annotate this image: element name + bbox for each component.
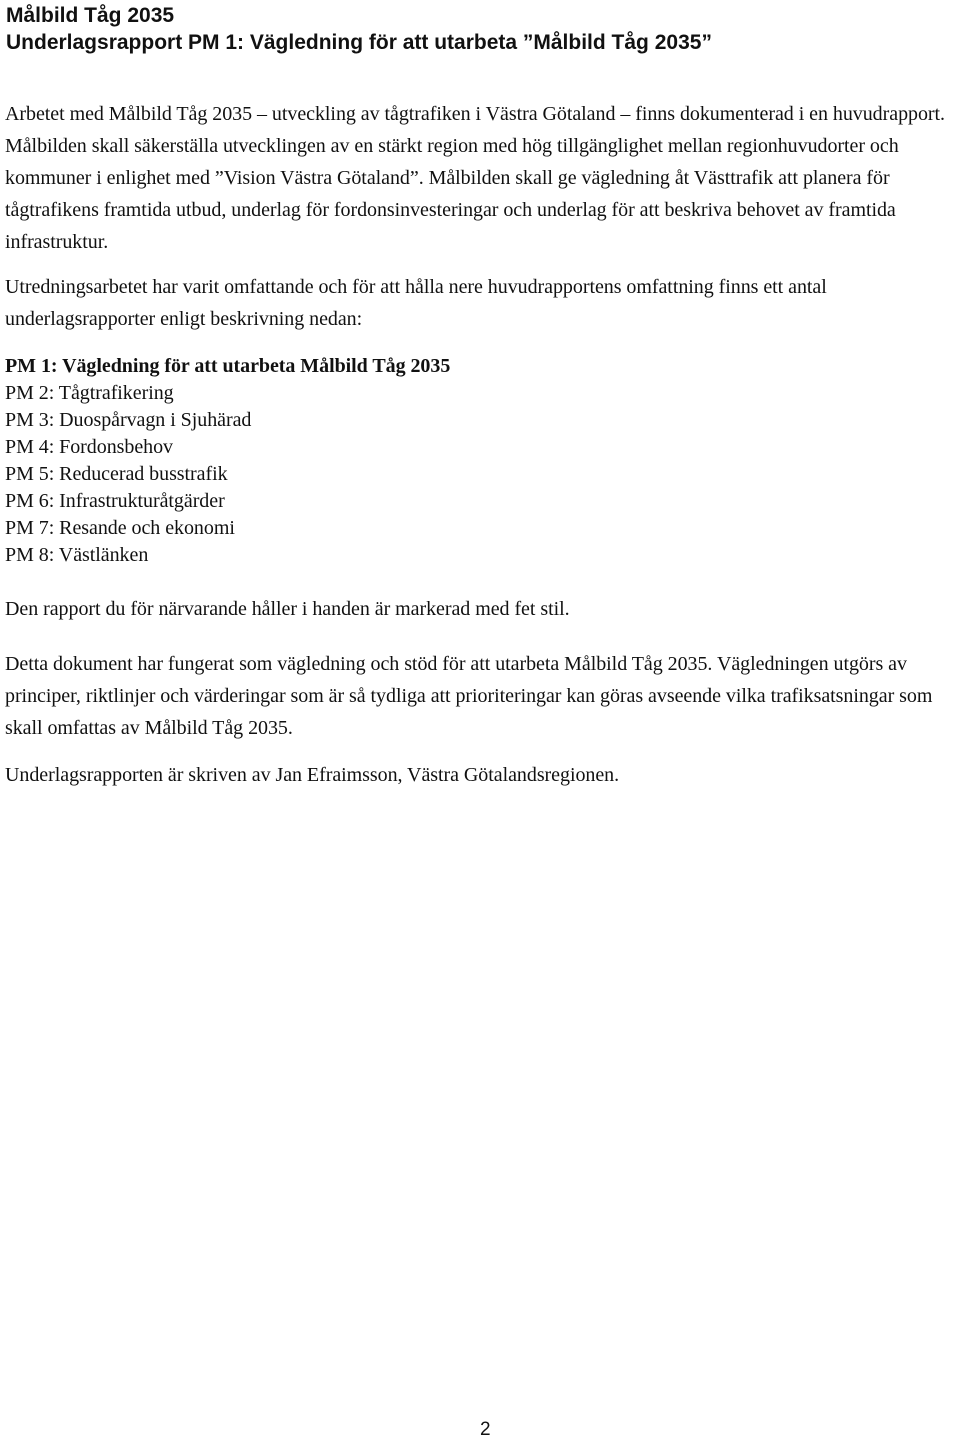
- report-list-item: PM 3: Duospårvagn i Sjuhärad: [5, 409, 252, 431]
- report-list-item: PM 6: Infrastrukturåtgärder: [5, 490, 225, 512]
- report-list-item: PM 5: Reducerad busstrafik: [5, 463, 228, 485]
- intro-paragraph: Arbetet med Målbild Tåg 2035 – utveckling av tågtrafiken i Västra Götaland – finns dokumenterad i en huvudrapport. Målbilden skall säkerställa utvecklingen av en stärkt region med hög tillgänglighet mellan regionhuvudorter och kommuner i enlighet med ”Vision Västra Götaland”. Målbilden skall ge vägledning åt Västtrafik att planera för tågtrafikens framtida utbud, underlag för fordonsinvesteringar och underlag för att beskriva behovet av framtida infrastruktur.: [5, 103, 945, 253]
- investigation-paragraph: Utredningsarbetet har varit omfattande och för att hålla nere huvudrapportens omfattning finns ett antal underlagsrapporter enligt beskrivning nedan:: [5, 276, 827, 330]
- guidance-paragraph: Detta dokument har fungerat som vägledning och stöd för att utarbeta Målbild Tåg 2035. Vägledningen utgörs av principer, riktlinjer och värderingar som är så tydliga att prioriteringar kan göras avseende vilka trafiksatsningar som skall omfattas av Målbild Tåg 2035.: [5, 653, 933, 739]
- marked-note-paragraph: Den rapport du för närvarande håller i handen är markerad med fet stil.: [5, 598, 570, 620]
- document-header: [6, 2, 956, 56]
- report-list-item: PM 2: Tågtrafikering: [5, 382, 174, 404]
- report-list: [5, 353, 957, 569]
- report-list-item-current: PM 1: Vägledning för att utarbeta Målbild Tåg 2035: [5, 355, 451, 377]
- header-title: Målbild Tåg 2035: [6, 4, 175, 27]
- report-list-item: PM 8: Västlänken: [5, 544, 149, 566]
- author-paragraph: Underlagsrapporten är skriven av Jan Efraimsson, Västra Götalandsregionen.: [5, 764, 620, 786]
- report-list-item: PM 4: Fordonsbehov: [5, 436, 174, 458]
- report-list-item: PM 7: Resande och ekonomi: [5, 517, 235, 539]
- header-subtitle: Underlagsrapport PM 1: Vägledning för att utarbeta ”Målbild Tåg 2035”: [6, 31, 712, 54]
- page-number: 2: [480, 1419, 491, 1440]
